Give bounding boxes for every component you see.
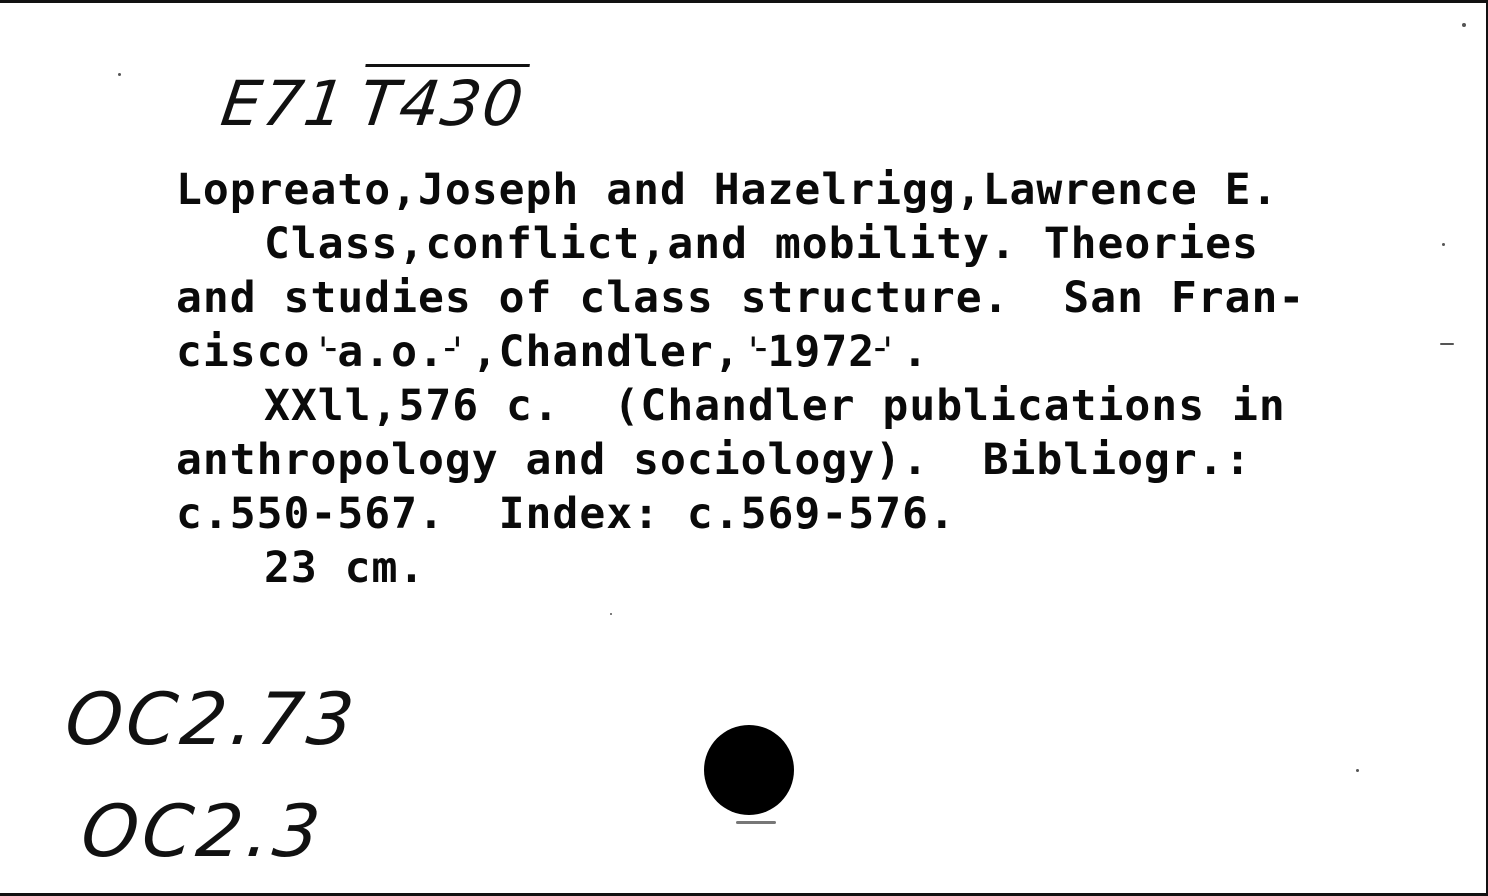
scan-speck <box>1462 23 1466 27</box>
scan-speck <box>610 613 612 615</box>
entry-series-line: anthropology and sociology). Bibliogr.: <box>176 435 1252 485</box>
bibliographic-entry <box>176 163 1476 595</box>
scan-speck <box>1356 769 1359 772</box>
entry-title-line: Class,conflict,and mobility. Theories <box>264 219 1259 269</box>
scan-speck <box>1442 243 1445 246</box>
punch-hole-shadow <box>736 821 776 824</box>
entry-author-line: Lopreato,Joseph and Hazelrigg,Lawrence E. <box>176 165 1279 215</box>
handwritten-note: OC2.3 <box>77 789 328 873</box>
entry-title-continuation-line: and studies of class structure. San Fran- <box>176 273 1306 323</box>
punch-hole <box>704 725 794 815</box>
call-number-shelf: T430 <box>355 67 530 140</box>
scan-speck <box>1440 343 1454 345</box>
entry-size-line: 23 cm. <box>264 543 426 593</box>
entry-collation-line: XXll,576 c. (Chandler publications in <box>264 381 1286 431</box>
entry-bibliography-line: c.550-567. Index: c.569-576. <box>176 489 956 539</box>
scan-speck <box>118 73 121 76</box>
handwritten-note: OC2.73 <box>61 677 362 761</box>
call-number-class: E71 <box>216 67 352 140</box>
entry-imprint-line: cisco⌎a.o.⌏,Chandler,⌎1972⌏. <box>176 327 929 377</box>
call-number <box>216 67 530 140</box>
